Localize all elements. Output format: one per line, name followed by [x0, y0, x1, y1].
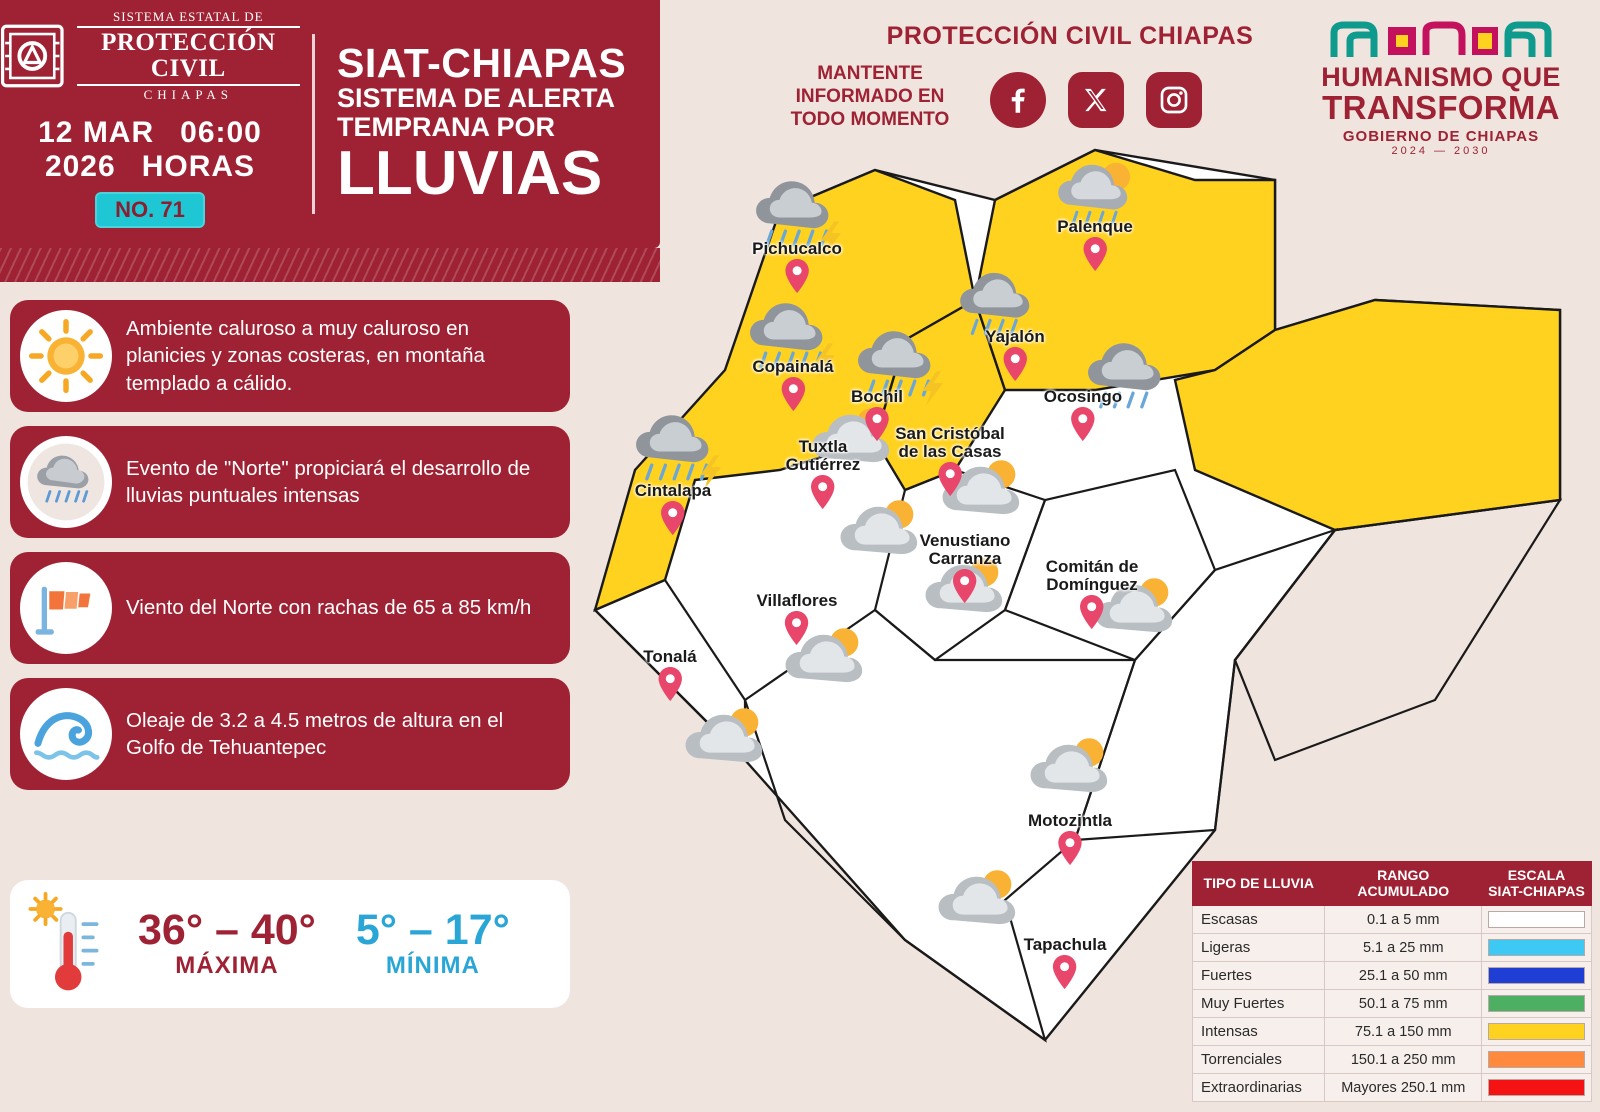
legend-header-scale-line-2: SIAT-CHIAPAS	[1488, 882, 1585, 899]
thermometer-icon	[24, 892, 120, 996]
city-copainala[interactable]	[752, 358, 833, 416]
facebook-icon[interactable]	[990, 72, 1046, 128]
map-pin-icon	[660, 501, 686, 535]
city-palenque[interactable]	[1057, 218, 1133, 276]
legend-range: 50.1 a 75 mm	[1325, 990, 1482, 1018]
system-subtitle-2: TEMPRANA POR	[337, 111, 556, 142]
gov-logo-line-2: TRANSFORMA	[1322, 89, 1560, 126]
city-label-line-1: San Cristóbal	[895, 424, 1005, 443]
city-label-line-2: Domínguez	[1046, 574, 1138, 594]
map-pin-icon	[784, 259, 810, 293]
map-pin-icon	[1052, 955, 1078, 989]
legend-type: Fuertes	[1193, 962, 1325, 990]
map-pin-icon	[864, 407, 890, 441]
legend-header-range	[1325, 862, 1482, 906]
city-villaflores[interactable]	[757, 592, 838, 650]
temperature-card	[10, 880, 570, 1008]
legend-type: Muy Fuertes	[1193, 990, 1325, 1018]
forecast-card-text: Viento del Norte con rachas de 65 a 85 km/h	[126, 596, 532, 620]
city-tuxtla-gutierrez[interactable]	[786, 438, 861, 514]
instagram-icon[interactable]	[1146, 72, 1202, 128]
legend-header-scale-line-1: ESCALA	[1507, 867, 1566, 884]
min-temperature-label: MÍNIMA	[385, 951, 480, 979]
legend-range: Mayores 250.1 mm	[1325, 1074, 1482, 1102]
max-temperature	[138, 905, 316, 980]
city-san-cristobal-de-las-casas[interactable]	[895, 425, 1005, 501]
map-pin-icon	[1057, 831, 1083, 865]
rain-scale-legend	[1192, 861, 1592, 1102]
legend-color-swatch	[1488, 911, 1585, 928]
city-label: Tapachula	[1023, 935, 1107, 954]
legend-header-type: TIPO DE LLUVIA	[1193, 862, 1325, 906]
max-temperature-value: 36° – 40°	[138, 905, 316, 954]
legend-swatch-cell	[1482, 1018, 1592, 1046]
city-label: Ocosingo	[1043, 387, 1123, 406]
legend-type: Extraordinarias	[1193, 1074, 1325, 1102]
forecast-card-waves	[10, 678, 570, 790]
legend-header-range-line-2: ACUMULADO	[1357, 882, 1450, 899]
city-label: Palenque	[1057, 217, 1133, 236]
forecast-card-text: Ambiente caluroso a muy caluroso en planicies y zonas costeras, en montaña templado a cálido.	[126, 317, 485, 395]
forecast-card-text: Evento de "Norte" propiciará el desarrollo de lluvias puntuales intensas	[126, 456, 531, 507]
legend-header-range-line-1: RANGO	[1377, 867, 1430, 884]
legend-row	[1193, 906, 1592, 934]
legend-range: 0.1 a 5 mm	[1325, 906, 1482, 934]
city-ocosingo[interactable]	[1044, 388, 1122, 446]
map-pin-icon	[1079, 595, 1105, 629]
city-label-line-1: Venustiano	[919, 531, 1011, 550]
stay-informed-line-2: INFORMADO EN	[795, 86, 945, 108]
legend-header-scale	[1482, 862, 1592, 906]
city-tapachula[interactable]	[1024, 936, 1107, 994]
legend-type: Intensas	[1193, 1018, 1325, 1046]
map-pin-icon	[1070, 407, 1096, 441]
forecast-cards	[10, 300, 570, 804]
x-twitter-icon[interactable]	[1068, 72, 1124, 128]
rain-cloud-icon	[20, 436, 112, 528]
humanismo-glyph-icon	[1306, 18, 1576, 64]
legend-range: 75.1 a 150 mm	[1325, 1018, 1482, 1046]
legend-color-swatch	[1488, 967, 1585, 984]
system-title: SIAT-CHIAPAS	[337, 40, 627, 87]
windsock-icon	[20, 562, 112, 654]
city-label: Copainalá	[752, 357, 834, 376]
gov-logo-line-3: GOBIERNO DE CHIAPAS	[1342, 128, 1540, 145]
datetime-block	[38, 116, 262, 228]
legend-range: 25.1 a 50 mm	[1325, 962, 1482, 990]
city-label: Bochil	[851, 387, 903, 406]
map-pin-icon	[784, 611, 810, 645]
system-subtitle-1: SISTEMA DE ALERTA	[337, 83, 616, 114]
weather-icon-sun-cloud	[1023, 732, 1127, 809]
gov-logo-line-4: 2024 — 2030	[1391, 145, 1491, 157]
city-label: Yajalón	[985, 327, 1045, 346]
stay-informed-text	[770, 62, 970, 132]
legend-range: 5.1 a 25 mm	[1325, 934, 1482, 962]
header-banner	[0, 0, 660, 248]
city-label-line-1: Tuxtla	[798, 437, 848, 456]
legend-header-row	[1193, 862, 1592, 906]
city-comitan-de-dominguez[interactable]	[1046, 558, 1139, 634]
gov-logo-line-1: HUMANISMO QUE	[1321, 62, 1561, 92]
header-divider	[312, 34, 315, 214]
alert-time-label: HORAS	[141, 149, 256, 183]
city-label-line-2: Gutiérrez	[785, 454, 861, 474]
legend-range: 150.1 a 250 mm	[1325, 1046, 1482, 1074]
min-temperature-value: 5° – 17°	[355, 905, 510, 954]
city-yajalon[interactable]	[985, 328, 1045, 386]
city-label-line-2: de las Casas	[898, 441, 1002, 461]
legend-swatch-cell	[1482, 962, 1592, 990]
legend-row	[1193, 1074, 1592, 1102]
city-label: Motozintla	[1027, 811, 1113, 830]
legend-row	[1193, 1018, 1592, 1046]
legend-color-swatch	[1488, 995, 1585, 1012]
map-pin-icon	[657, 667, 683, 701]
legend-row	[1193, 962, 1592, 990]
forecast-card-temperature	[10, 300, 570, 412]
weather-icon-sun-cloud	[931, 864, 1035, 941]
city-label: Cintalapa	[634, 481, 712, 500]
weather-icon-sun-cloud	[678, 702, 782, 779]
stay-informed-line-3: TODO MOMENTO	[790, 109, 950, 131]
legend-swatch-cell	[1482, 1046, 1592, 1074]
max-temperature-label: MÁXIMA	[175, 951, 279, 979]
city-pichucalco[interactable]	[752, 240, 842, 298]
city-motozintla[interactable]	[1028, 812, 1112, 870]
agency-logo-block	[0, 0, 300, 248]
org-line-3: CHIAPAS	[143, 87, 234, 103]
org-line-2: PROTECCIÓN CIVIL	[101, 28, 276, 82]
hazard-title: LLUVIAS	[337, 138, 603, 208]
legend-row	[1193, 1046, 1592, 1074]
city-cintalapa[interactable]	[635, 482, 712, 540]
sun-icon	[20, 310, 112, 402]
map-pin-icon	[1082, 237, 1108, 271]
city-label-line-2: Carranza	[928, 548, 1002, 568]
city-tonala[interactable]	[643, 648, 697, 706]
legend-swatch-cell	[1482, 990, 1592, 1018]
org-line-1: SISTEMA ESTATAL DE	[113, 9, 264, 24]
city-label: Tonalá	[643, 647, 697, 666]
city-label-line-1: Comitán de	[1045, 557, 1139, 576]
alert-time: 06:00	[180, 115, 262, 149]
forecast-card-wind	[10, 552, 570, 664]
legend-swatch-cell	[1482, 906, 1592, 934]
civil-protection-logo-icon	[0, 19, 65, 93]
pc-chiapas-title: PROTECCIÓN CIVIL CHIAPAS	[886, 22, 1254, 50]
alert-year: 2026	[44, 149, 116, 183]
header-pattern-strip	[0, 248, 660, 282]
stay-informed-line-1: MANTENTE	[817, 63, 923, 84]
legend-color-swatch	[1488, 939, 1585, 956]
min-temperature	[355, 905, 510, 980]
city-label: Pichucalco	[752, 239, 842, 258]
legend-swatch-cell	[1482, 934, 1592, 962]
alert-date: 12 MAR	[38, 115, 155, 149]
map-pin-icon	[810, 475, 836, 509]
city-venustiano-carranza[interactable]	[920, 532, 1011, 608]
forecast-card-rain	[10, 426, 570, 538]
map-pin-icon	[1002, 347, 1028, 381]
legend-color-swatch	[1488, 1023, 1585, 1040]
government-logo	[1306, 18, 1576, 157]
social-links[interactable]	[990, 72, 1202, 128]
map-pin-icon	[780, 377, 806, 411]
forecast-card-text: Oleaje de 3.2 a 4.5 metros de altura en el Golfo de Tehuantepec	[126, 708, 504, 759]
legend-row	[1193, 990, 1592, 1018]
legend-swatch-cell	[1482, 1074, 1592, 1102]
legend-color-swatch	[1488, 1079, 1585, 1096]
legend-row	[1193, 934, 1592, 962]
legend-type: Ligeras	[1193, 934, 1325, 962]
city-label: Villaflores	[756, 591, 838, 610]
map-pin-icon	[937, 462, 963, 496]
wave-icon	[20, 688, 112, 780]
map-pin-icon	[952, 569, 978, 603]
alert-number-badge: NO. 71	[95, 192, 205, 228]
legend-type: Torrenciales	[1193, 1046, 1325, 1074]
legend-color-swatch	[1488, 1051, 1585, 1068]
legend-type: Escasas	[1193, 906, 1325, 934]
